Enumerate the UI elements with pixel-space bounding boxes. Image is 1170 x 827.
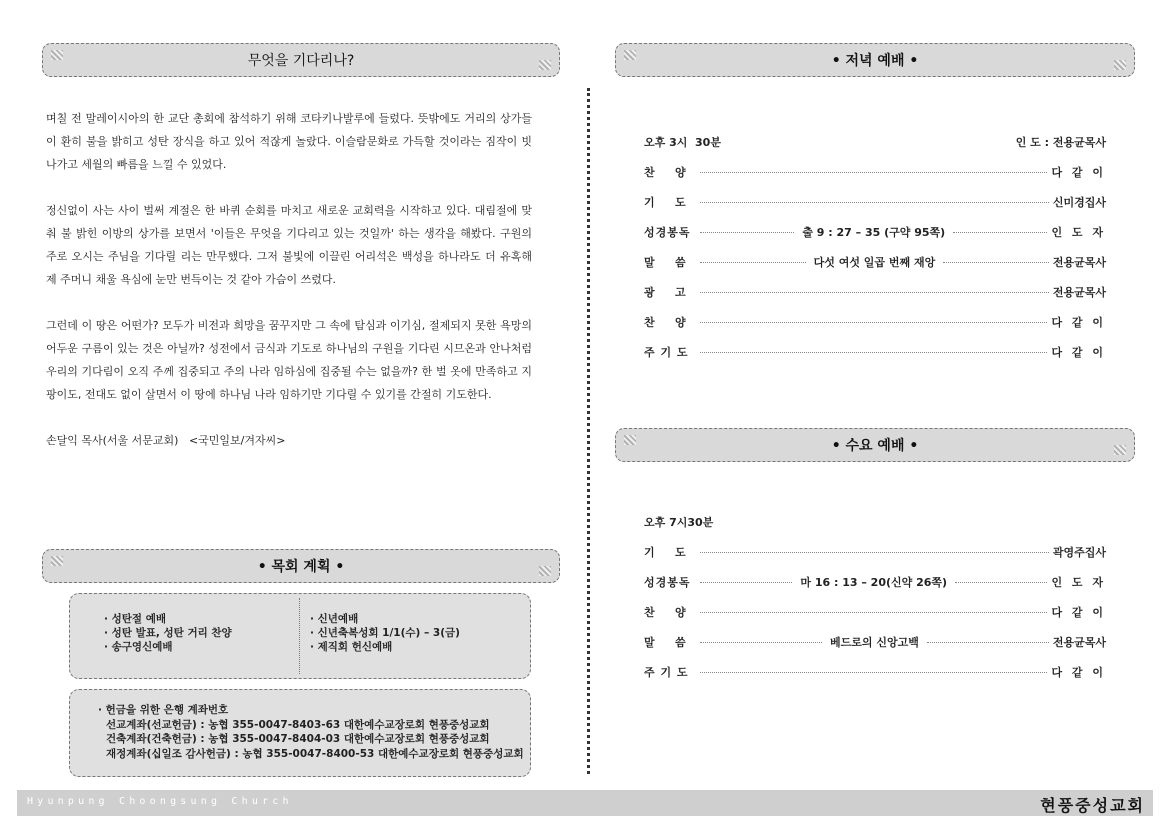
pastoral-plan-box [69,593,531,679]
order-person: 다 같 이 [1051,666,1106,679]
plan-divider [299,598,300,674]
dotted-leader [700,612,1047,613]
pastoral-plan-title: • 목회 계획 • [257,559,345,575]
plan-item: · 신년축복성회 1/1(수) – 3(금) [310,627,460,639]
order-row [644,157,1106,187]
order-row [644,657,1106,687]
dotted-leader [700,232,794,233]
bank-account: 선교계좌(선교헌금) : 농협 355-0047-8403-63 대한예수교장로회 현풍중성교회 [106,718,490,731]
plan-item: · 신년예배 [310,613,359,625]
dotted-leader [700,322,1047,323]
order-label: 찬 양 [644,316,687,329]
dotted-leader [700,202,1049,203]
order-row [644,247,1106,277]
order-label: 말 씀 [644,636,687,649]
dotted-leader [955,582,1047,583]
order-label: 광 고 [644,286,687,299]
order-detail: 베드로의 신앙고백 [830,636,919,649]
evening-order [644,127,1106,367]
order-label: 찬 양 [644,606,687,619]
essay-paragraph: 정신없이 사는 사이 벌써 계절은 한 바퀴 순회를 마치고 새로운 교회력을 시작하고 있다. 대림절에 맞춰 불 밝힌 이방의 상가를 보면서 '이들은 무엇을 기다리고 있는 것일까' 하는 생각을 해봤다. 구원의 주로 오시는 주님을 기다릴 리는 만무했다. 그저 불빛에 이끌린 어리석은 백성을 하나라도 더 유혹해 제 주머니 채울 욕심에 눈만 번득이는 것 같아 가슴이 쓰렸다. [46,204,532,286]
essay-title-banner [42,43,560,77]
order-row [644,187,1106,217]
pastoral-plan-banner [42,549,560,583]
order-detail: 출 9 : 27 – 35 (구약 95쪽) [802,226,946,239]
plan-item: · 제직회 헌신예배 [310,641,393,653]
order-person: 전용균목사 [1052,256,1106,269]
banner-corner-ornament [51,556,63,566]
order-row [644,337,1106,367]
evening-service-banner [615,43,1135,77]
dotted-leader [700,292,1049,293]
order-person: 곽영주집사 [1052,546,1106,559]
order-row [644,627,1106,657]
order-person: 다 같 이 [1051,346,1106,359]
banner-corner-ornament [1114,445,1126,455]
footer-bar [17,790,1153,816]
bank-heading: · 헌금을 위한 은행 계좌번호 [98,704,229,716]
essay-body [46,107,532,475]
dotted-leader [700,172,1047,173]
order-label: 기 도 [644,196,687,209]
dotted-leader [943,262,1049,263]
plan-item: · 성탄 발표, 성탄 거리 찬양 [104,627,232,639]
plan-item: · 성탄절 예배 [104,613,167,625]
dotted-leader [700,582,792,583]
service-leader: 인 도 : 전용균목사 [1015,136,1106,149]
order-person: 전용균목사 [1052,286,1106,299]
essay-title: 무엇을 기다리나? [247,53,355,69]
order-detail: 마 16 : 13 – 20(신약 26쪽) [800,576,948,589]
wednesday-time-row [644,507,1106,537]
dotted-leader [927,642,1049,643]
order-label: 찬 양 [644,166,687,179]
banner-corner-ornament [539,60,551,70]
dotted-leader [700,262,806,263]
wednesday-service-title: • 수요 예배 • [831,438,919,454]
plan-column-left [104,612,232,654]
order-row [644,597,1106,627]
order-person: 다 같 이 [1051,316,1106,329]
column-divider [587,88,590,774]
order-row [644,567,1106,597]
order-row [644,217,1106,247]
evening-time-row [644,127,1106,157]
order-person: 인 도 자 [1051,576,1106,589]
wednesday-order [644,507,1106,687]
order-person: 전용균목사 [1052,636,1107,649]
dotted-leader [700,642,822,643]
order-person: 인 도 자 [1051,226,1107,239]
footer-church-name-korean: 현풍중성교회 [1040,796,1145,815]
order-row [644,307,1106,337]
essay-paragraph: 그런데 이 땅은 어떤가? 모두가 비전과 희망을 꿈꾸지만 그 속에 탐심과 이기심, 절제되지 못한 욕망의 어두운 구름이 있는 것은 아닐까? 성전에서 금식과 기도로 하나님의 구원을 기다린 시므온과 안나처럼 우리의 기다림이 오직 주께 집중되고 주의 나라 임하심에 집중될 수는 없을까? 한 벌 옷에 만족하고 지팡이도, 전대도 없이 살면서 이 땅에 하나님 나라 임하기만 기다릴 수 있기를 간절히 기도한다. [46,319,532,401]
order-label: 기 도 [644,546,687,559]
order-label: 주 기 도 [644,346,689,359]
evening-service-title: • 저녁 예배 • [831,53,919,69]
banner-corner-ornament [539,566,551,576]
order-label: 성경봉독 [644,226,691,239]
banner-corner-ornament [624,435,636,445]
service-time: 오후 7시30분 [644,516,714,529]
banner-corner-ornament [1114,60,1126,70]
order-label: 주 기 도 [644,666,689,679]
wednesday-service-banner [615,428,1135,462]
plan-item: · 송구영신예배 [104,641,173,653]
order-person: 다 같 이 [1051,606,1106,619]
dotted-leader [700,552,1049,553]
essay-credit: 손달익 목사(서울 서문교회) <국민일보/겨자씨> [46,434,286,447]
order-row [644,537,1106,567]
order-row [644,277,1106,307]
dotted-leader [700,672,1047,673]
order-detail: 다섯 여섯 일곱 번째 재앙 [813,256,936,269]
essay-paragraph: 며칠 전 말레이시아의 한 교단 총회에 참석하기 위해 코타키나발루에 들렀다. 뜻밖에도 거리의 상가들이 환히 불을 밝히고 성탄 장식을 하고 있어 적잖게 놀랐다. 이슬람문화로 가득할 것이라는 짐작이 빗나가고 세월의 빠름을 느낄 수 있었다. [46,112,532,171]
bank-account-box [69,689,531,777]
plan-column-right [310,612,460,654]
service-time: 오후 3시 30분 [644,136,721,149]
banner-corner-ornament [51,50,63,60]
dotted-leader [700,352,1047,353]
order-person: 신미경집사 [1052,196,1106,209]
dotted-leader [953,232,1047,233]
banner-corner-ornament [624,50,636,60]
bank-account: 재정계좌(십일조 감사헌금) : 농협 355-0047-8400-53 대한예수교장로회 현풍중성교회 [106,747,524,760]
footer-church-name-english: Hyunpung Choongsung Church [27,796,293,807]
order-person: 다 같 이 [1051,166,1106,179]
order-label: 성경봉독 [644,576,691,589]
order-label: 말 씀 [644,256,687,269]
bank-account: 건축계좌(건축헌금) : 농협 355-0047-8404-03 대한예수교장로회 현풍중성교회 [106,733,490,745]
